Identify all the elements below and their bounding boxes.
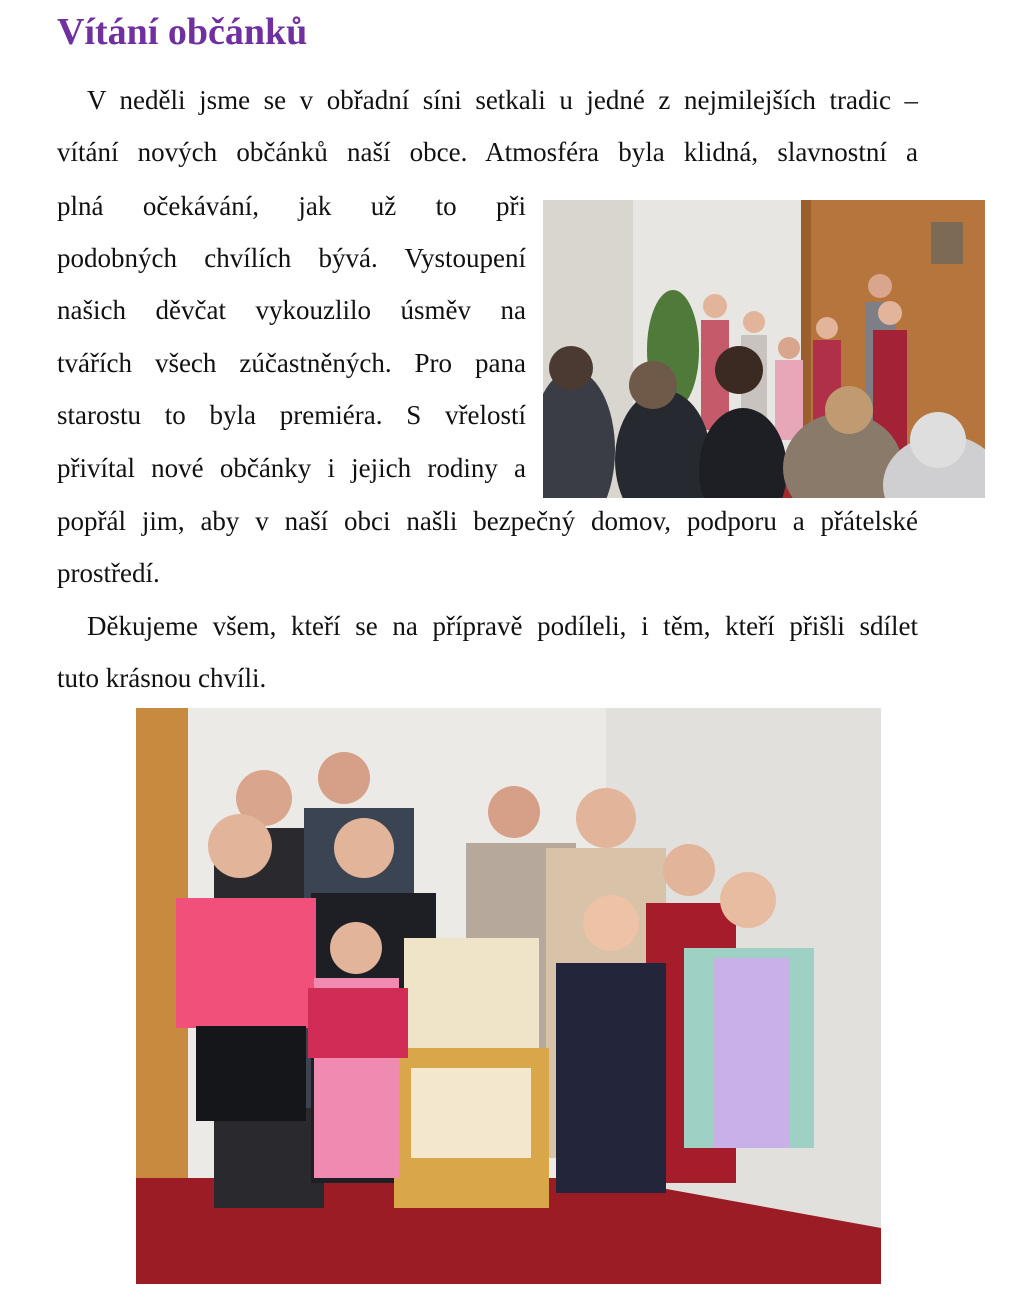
group-photo bbox=[136, 708, 881, 1284]
paragraph-line: prostředí. bbox=[57, 558, 160, 588]
paragraph-line: starostu to byla premiéra. S vřelostí bbox=[57, 400, 526, 430]
paragraph-line: plná očekávání, jak už to při bbox=[57, 191, 526, 221]
paragraph-line: popřál jim, aby v naší obci našli bezpečný domov, podporu a přátelské bbox=[57, 506, 918, 536]
paragraph-line: tuto krásnou chvíli. bbox=[57, 663, 267, 693]
article-title: Vítání občánků bbox=[57, 11, 308, 53]
paragraph-line: V neděli jsme se v obřadní síni setkali u jedné z nejmilejších tradic – bbox=[87, 85, 918, 115]
ceremony-photo bbox=[543, 200, 985, 498]
paragraph-line: vítání nových občánků naší obce. Atmosféra byla klidná, slavnostní a bbox=[57, 137, 918, 167]
paragraph-line: podobných chvílích bývá. Vystoupení bbox=[57, 243, 526, 273]
paragraph-line: přivítal nové občánky i jejich rodiny a bbox=[57, 453, 526, 483]
paragraph-line: našich děvčat vykouzlilo úsměv na bbox=[57, 295, 526, 325]
paragraph-line: tvářích všech zúčastněných. Pro pana bbox=[57, 348, 526, 378]
paragraph-line: Děkujeme všem, kteří se na přípravě podíleli, i těm, kteří přišli sdílet bbox=[87, 611, 918, 641]
